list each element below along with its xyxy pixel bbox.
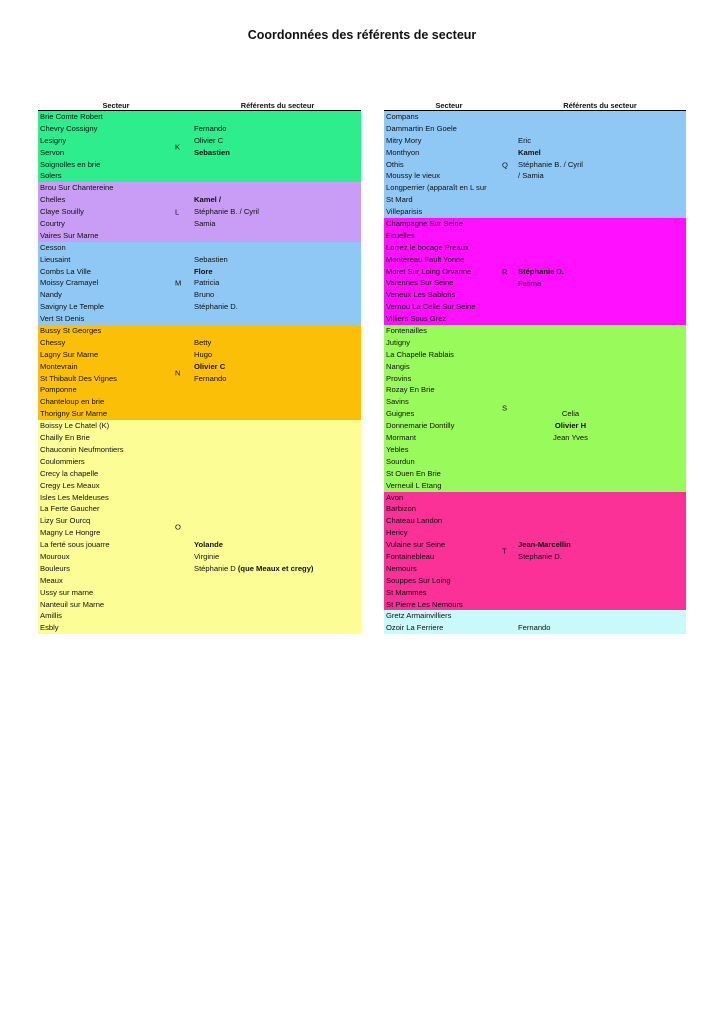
commune-row: Thorigny Sur Marne bbox=[40, 409, 108, 419]
sector-group bbox=[38, 111, 361, 182]
commune-row: Meaux bbox=[40, 575, 63, 585]
commune-row: Vert St Denis bbox=[40, 314, 85, 324]
commune-row: Courtry bbox=[40, 219, 65, 229]
referents-list bbox=[518, 266, 564, 290]
referents-list bbox=[194, 254, 238, 313]
commune-row: Fontainebleau bbox=[386, 551, 435, 561]
commune-row: Combs La Ville bbox=[40, 266, 91, 276]
commune-row: Montevrain bbox=[40, 361, 78, 371]
commune-row: Mouroux bbox=[40, 551, 70, 561]
referent-name: Stéphanie D. bbox=[194, 302, 238, 312]
commune-row: Gretz Armainvilliers bbox=[386, 611, 452, 621]
referent-name: Olivier C bbox=[194, 135, 224, 145]
commune-row: Vernou La Celle Sur Seine bbox=[386, 302, 476, 312]
commune-row: Servon bbox=[40, 147, 65, 157]
commune-row: Amillis bbox=[40, 611, 62, 621]
sector-group bbox=[384, 218, 686, 325]
header-referents: Référents du secteur bbox=[240, 101, 315, 110]
commune-row: St Ouen En Brie bbox=[386, 468, 441, 478]
sector-group bbox=[38, 242, 361, 325]
referent-name: Flore bbox=[194, 266, 213, 276]
commune-row: St Mard bbox=[386, 195, 413, 205]
commune-row: La Chapelle Rablais bbox=[386, 349, 454, 359]
referent-name: Fernando bbox=[518, 623, 551, 633]
referent-name: Samia bbox=[194, 219, 216, 229]
commune-row: Soignolles en brie bbox=[40, 159, 101, 169]
sector-group bbox=[384, 325, 686, 491]
commune-row: Monthyon bbox=[386, 147, 420, 157]
commune-row: Ecuelles bbox=[386, 230, 415, 240]
commune-row: Varennes Sur Seine bbox=[386, 278, 454, 288]
referent-name: Fernando bbox=[194, 373, 227, 383]
referents-list bbox=[518, 622, 551, 634]
referent-name: Jean-Marcellin bbox=[518, 540, 571, 550]
referent-name: Olivier H bbox=[554, 421, 587, 431]
sector-code: M bbox=[175, 278, 182, 288]
referents-list bbox=[194, 123, 230, 159]
referent-name: Bruno bbox=[194, 290, 215, 300]
commune-row: Nandy bbox=[40, 290, 62, 300]
commune-row: Compans bbox=[386, 112, 419, 121]
commune-row: Esbly bbox=[40, 623, 59, 633]
commune-row: St Mammes bbox=[386, 587, 427, 597]
referent-name: Virginie bbox=[194, 552, 220, 562]
commune-row: Chessy bbox=[40, 337, 66, 347]
commune-row: Bouleurs bbox=[40, 563, 70, 573]
referents-list bbox=[194, 194, 259, 230]
commune-row: Chevry Cossigny bbox=[40, 123, 98, 133]
commune-row: Provins bbox=[386, 373, 412, 383]
commune-row: La ferté sous jouarre bbox=[40, 540, 110, 550]
sector-group bbox=[38, 420, 361, 634]
sector-code: Q bbox=[502, 160, 508, 169]
commune-row: Moret Sur Loing Orvanne bbox=[386, 266, 472, 276]
commune-row: Cesson bbox=[40, 242, 66, 252]
sector-table-right bbox=[384, 98, 686, 634]
referent-name: Hugo bbox=[194, 349, 213, 359]
commune-row: Chanteloup en brie bbox=[40, 397, 105, 407]
commune-row: Jutigny bbox=[386, 337, 411, 347]
commune-row: Lagny Sur Marne bbox=[40, 349, 99, 359]
referent-name: Kamel / bbox=[194, 195, 222, 205]
referent-name: Yolande bbox=[194, 540, 223, 550]
commune-row: Vulaine sur Seine bbox=[386, 540, 446, 550]
commune-row: Isles Les Meldeuses bbox=[40, 492, 109, 502]
table-header bbox=[384, 98, 686, 111]
commune-row: Lorrez le bocage Preaux bbox=[386, 242, 469, 252]
sector-code: T bbox=[502, 546, 507, 556]
commune-row: Rozay En Brie bbox=[386, 385, 435, 395]
referent-name: Olivier C bbox=[194, 361, 226, 371]
commune-row: Lieusaint bbox=[40, 254, 71, 264]
table-body-left bbox=[38, 111, 361, 634]
sector-code: O bbox=[175, 522, 181, 532]
table-header bbox=[38, 98, 361, 111]
referent-name: Eric bbox=[518, 135, 532, 145]
referent-name: Sebastien bbox=[194, 254, 228, 264]
commune-row: Coulommiers bbox=[40, 456, 85, 466]
commune-row: Villeparisis bbox=[386, 207, 423, 217]
commune-row: Hericy bbox=[386, 528, 408, 538]
commune-row: Brie Comte Robert bbox=[40, 112, 103, 121]
referent-name: / Samia bbox=[518, 171, 544, 181]
sector-group bbox=[384, 111, 686, 218]
sector-group bbox=[384, 492, 686, 611]
commune-row: St Pierre Les Nemours bbox=[386, 599, 463, 609]
commune-row: Souppes Sur Loing bbox=[386, 575, 451, 585]
commune-row: Mormant bbox=[386, 433, 416, 443]
commune-row: La Ferte Gaucher bbox=[40, 504, 100, 514]
commune-row: Nemours bbox=[386, 563, 417, 573]
commune-row: Barbizon bbox=[386, 504, 416, 514]
table-body-right bbox=[384, 111, 686, 634]
header-secteur: Secteur bbox=[435, 101, 463, 110]
referents-list bbox=[518, 539, 571, 563]
sector-code: K bbox=[175, 142, 181, 152]
commune-row: Magny Le Hongre bbox=[40, 528, 101, 538]
header-secteur: Secteur bbox=[102, 101, 130, 110]
commune-row: Chailly En Brie bbox=[40, 433, 90, 443]
commune-row: Champagne Sur Seine bbox=[386, 219, 463, 229]
commune-row: Yebles bbox=[386, 444, 409, 454]
commune-row: Lizy Sur Ourcq bbox=[40, 516, 91, 526]
sector-group bbox=[384, 610, 686, 634]
commune-row: Nangis bbox=[386, 361, 410, 371]
referent-name: Jean Yves bbox=[553, 433, 588, 443]
sector-code: R bbox=[502, 267, 508, 277]
referents-list bbox=[518, 408, 623, 444]
referent-name: Fatima bbox=[518, 278, 542, 288]
commune-row: Crecy la chapelle bbox=[40, 468, 99, 478]
sector-group bbox=[38, 325, 361, 420]
commune-row: Montereau Fault Yonne bbox=[386, 254, 465, 264]
commune-row: Ozoir La Ferriere bbox=[386, 623, 444, 633]
referent-name: Stéphanie B. / Cyril bbox=[194, 207, 259, 217]
referents-list bbox=[194, 337, 227, 385]
referent-name: Sebastien bbox=[194, 147, 230, 157]
commune-row: Boissy Le Chatel (K) bbox=[40, 421, 110, 431]
sector-code: L bbox=[175, 207, 180, 217]
commune-row: Savins bbox=[386, 397, 409, 407]
commune-row: Veneux Les Sablons bbox=[386, 290, 456, 300]
referent-name: Stéphanie D (que Meaux et cregy) bbox=[194, 563, 314, 573]
header-referents: Référents du secteur bbox=[563, 101, 637, 110]
commune-row: Sourdun bbox=[386, 456, 415, 466]
commune-row: Chateau Landon bbox=[386, 516, 443, 526]
commune-row: Guignes bbox=[386, 409, 415, 419]
commune-row: Donnemarie Dontilly bbox=[386, 421, 455, 431]
commune-row: Solers bbox=[40, 171, 62, 181]
referent-name: Betty bbox=[194, 337, 212, 347]
commune-row: St Thibault Des Vignes bbox=[40, 373, 117, 383]
sector-code: S bbox=[502, 403, 508, 413]
referent-name: Patricia bbox=[194, 278, 220, 288]
page-title: Coordonnées des référents de secteur bbox=[247, 28, 477, 42]
commune-row: Avon bbox=[386, 492, 404, 502]
sector-code: N bbox=[175, 368, 181, 378]
referent-name: Stephanie D. bbox=[518, 551, 562, 561]
commune-row: Dammartin En Goele bbox=[386, 123, 457, 133]
commune-row: Vaires Sur Marne bbox=[40, 230, 99, 240]
commune-row: Longperrier (apparaît en L sur bbox=[386, 183, 487, 193]
commune-row: Verneuil L Etang bbox=[386, 480, 442, 490]
referent-name: Celia bbox=[561, 409, 580, 419]
commune-row: Ussy sur marne bbox=[40, 587, 94, 597]
commune-row: Chauconin Neufmontiers bbox=[40, 444, 124, 454]
commune-row: Bussy St Georges bbox=[40, 326, 102, 336]
commune-row: Lesigny bbox=[40, 135, 67, 145]
commune-row: Chelles bbox=[40, 195, 66, 205]
referent-name: Stéphanie D. bbox=[518, 266, 564, 276]
commune-row: Villiers Sous Grez bbox=[386, 314, 447, 324]
referent-name: Kamel bbox=[518, 147, 541, 157]
referent-name: Stéphanie B. / Cyril bbox=[518, 159, 583, 169]
commune-row: Claye Souilly bbox=[40, 207, 84, 217]
commune-row: Pomponne bbox=[40, 385, 77, 395]
sector-table-left bbox=[38, 98, 361, 634]
commune-row: Cregy Les Meaux bbox=[40, 480, 100, 490]
commune-row: Brou Sur Chantereine bbox=[40, 183, 114, 193]
commune-row: Moussy le vieux bbox=[386, 171, 441, 181]
referents-list bbox=[518, 135, 583, 183]
commune-row: Othis bbox=[386, 159, 404, 169]
referent-name: Fernando bbox=[194, 123, 227, 133]
commune-row: Savigny Le Temple bbox=[40, 302, 105, 312]
referents-list bbox=[194, 539, 313, 575]
commune-row: Mitry Mory bbox=[386, 135, 422, 145]
commune-row: Fontenailles bbox=[386, 326, 427, 336]
commune-row: Nanteuil sur Marne bbox=[40, 599, 105, 609]
commune-row: Moissy Cramayel bbox=[40, 278, 99, 288]
sector-group bbox=[38, 182, 361, 241]
